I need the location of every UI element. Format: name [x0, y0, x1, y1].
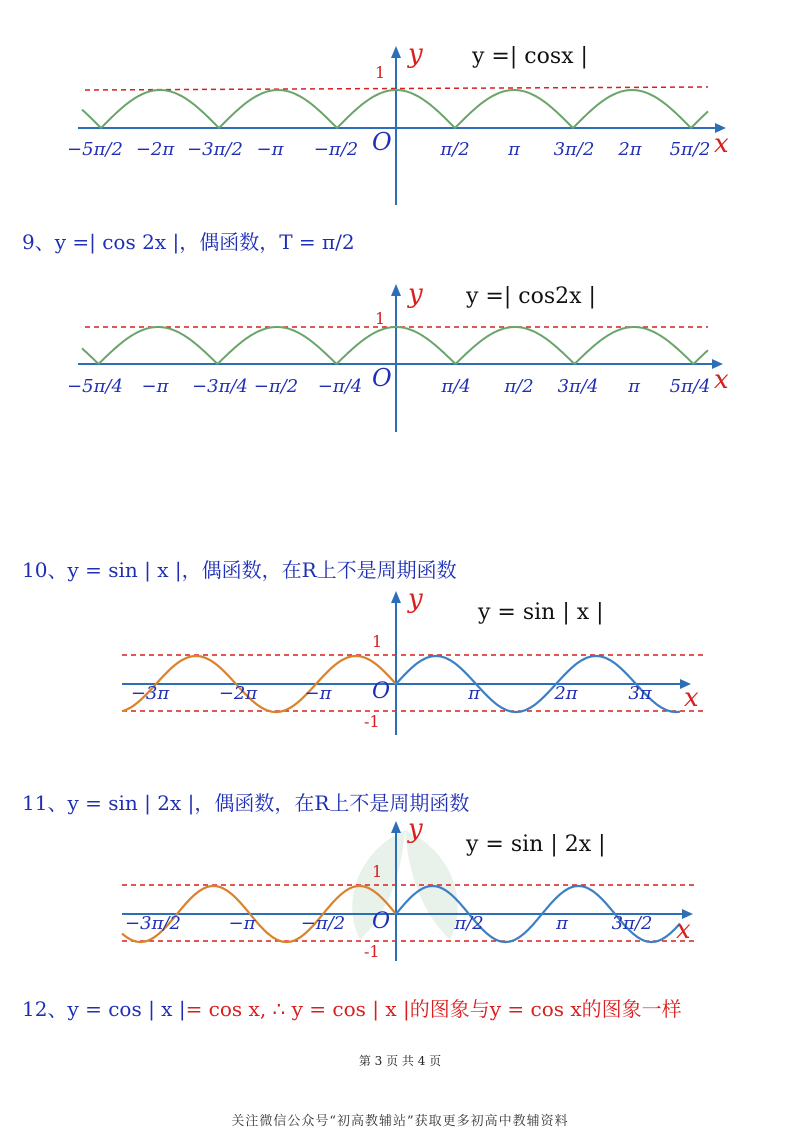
x-axis-label: x [684, 683, 699, 713]
tick-label: 3π [628, 683, 652, 704]
x-axis-label: x [714, 365, 729, 395]
y-axis-arrow-icon [391, 821, 401, 833]
x-axis-label: x [714, 129, 729, 159]
tick-label: −5π/4 [67, 376, 123, 397]
y-one-label: 1 [375, 63, 386, 82]
tick-label: 3π/4 [557, 376, 599, 397]
tick-label: −3π/2 [125, 913, 181, 934]
graph3-formula: y = sin | x | [478, 600, 604, 625]
tick-label: −π/4 [317, 376, 363, 397]
tick-label: −3π [130, 683, 170, 704]
tick-label: −2π [135, 139, 175, 160]
tick-label: −2π [218, 683, 258, 704]
graph-abs-cosx [0, 0, 800, 215]
origin-label: O [372, 364, 392, 392]
tick-label: −5π/2 [67, 139, 123, 160]
y-minus-one-label: -1 [364, 942, 380, 961]
tick-label: 5π/2 [669, 139, 711, 160]
tick-label: 2π [618, 139, 642, 160]
graph-sin-abs-2x [0, 815, 800, 965]
tick-label: π/2 [504, 376, 534, 397]
y-one-label: 1 [372, 632, 383, 651]
y-axis-label: y [408, 39, 423, 69]
y-axis-arrow-icon [391, 46, 401, 58]
page-number: 第 3 页 共 4 页 [358, 1054, 442, 1068]
tick-label: 5π/4 [669, 376, 711, 397]
tick-label: π [508, 139, 520, 160]
item-11-text: 11、y = sin | 2x |，偶函数，在R上不是周期函数 [22, 791, 470, 815]
tick-label: −3π/2 [187, 139, 243, 160]
item-12-text [22, 993, 682, 1022]
item-12-prefix: 12、y = cos | x | [22, 997, 186, 1021]
tick-label: −π [256, 139, 284, 160]
tick-label: 3π/2 [553, 139, 595, 160]
tick-label: π/2 [454, 913, 484, 934]
item-12-red-text: = cos x, ∴ y = cos | x |的图象与y = cos x的图象一样 [185, 997, 682, 1021]
y-axis-label: y [408, 815, 423, 844]
item-10-text: 10、y = sin | x |，偶函数，在R上不是周期函数 [22, 558, 457, 582]
graph-sin-abs-x [0, 585, 800, 740]
tick-label: π/4 [441, 376, 471, 397]
tick-label: π/2 [440, 139, 470, 160]
tick-label: −π/2 [300, 913, 346, 934]
y-axis-arrow-icon [391, 591, 401, 603]
y-minus-one-label: -1 [364, 712, 380, 731]
origin-label: O [372, 679, 391, 704]
tick-label: 2π [554, 683, 578, 704]
x-axis-label: x [676, 915, 691, 945]
tick-label: 3π/2 [611, 913, 653, 934]
origin-label: O [372, 128, 392, 156]
graph4-formula: y = sin | 2x | [466, 832, 606, 857]
tick-label: −π/2 [313, 139, 359, 160]
graph2-formula: y =| cos2x | [466, 284, 596, 309]
y-axis-label: y [408, 280, 423, 309]
origin-label: O [372, 909, 391, 934]
tick-labels [131, 683, 653, 704]
tick-label: π [556, 913, 568, 934]
item-9-text: 9、y =| cos 2x |，偶函数，T = π/2 [22, 230, 355, 254]
tick-label: −π [228, 913, 256, 934]
y-axis-label: y [408, 585, 423, 614]
graph1-formula: y =| cosx | [472, 44, 588, 69]
tick-label: −π [304, 683, 332, 704]
tick-label: π [628, 376, 640, 397]
y-one-label: 1 [375, 309, 386, 328]
tick-label: −π/2 [253, 376, 299, 397]
tick-label: −π [141, 376, 169, 397]
y-one-label: 1 [372, 862, 383, 881]
graph-abs-cos2x [0, 280, 800, 440]
tick-label: −3π/4 [192, 376, 248, 397]
y-axis-arrow-icon [391, 284, 401, 296]
footer-text: 关注微信公众号“初高教辅站”获取更多初高中教辅资料 [231, 1114, 569, 1129]
tick-label: π [468, 683, 480, 704]
